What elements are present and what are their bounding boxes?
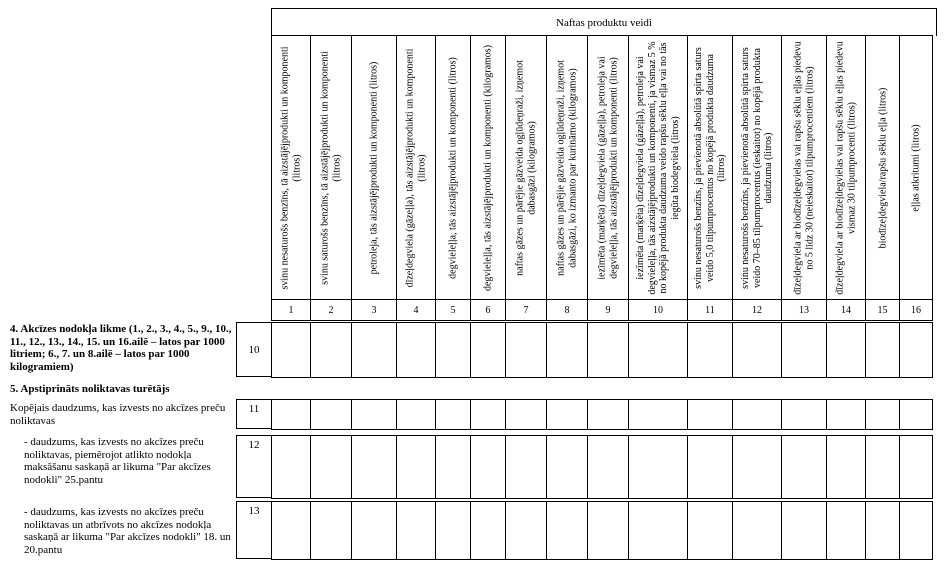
column-label: iezīmēta (marķēta) dīzeļdegviela (gāzeļļa), petroleja vai degvieleļļa, tās aizstājējprodukti un komponenti (litros) bbox=[596, 55, 619, 280]
column-label: dīzeļdegviela ar biodīzeļdegvielas vai rapšu sēklu eļļas piedevu no 5 līdz 30 (neieskaitot) tilpumprocentiem (litros) bbox=[792, 40, 815, 295]
input-cell[interactable] bbox=[900, 323, 933, 378]
row-10-label: 4. Akcīzes nodokļa likme (1., 2., 3., 4., 5., 9., 10., 11., 12., 13., 14., 15. un 16.ailē – latos par 1000 litriem; 6., 7. un 8.ailē – latos par 1000 kilogramiem) bbox=[10, 323, 232, 373]
input-cell[interactable] bbox=[311, 323, 352, 378]
column-number: 1 bbox=[272, 300, 311, 321]
input-cell[interactable] bbox=[733, 502, 782, 560]
input-cell[interactable] bbox=[397, 502, 436, 560]
column-header-1 bbox=[272, 36, 311, 300]
column-number: 3 bbox=[352, 300, 397, 321]
column-header-table bbox=[271, 35, 933, 321]
column-header-7 bbox=[506, 36, 547, 300]
input-cell[interactable] bbox=[827, 400, 866, 430]
input-cell[interactable] bbox=[311, 502, 352, 560]
column-header-14 bbox=[827, 36, 866, 300]
column-header-8 bbox=[547, 36, 588, 300]
column-label: naftas gāzes un pārējie gāzveida ogļūdeņraži, izņemot dabasgāzi (kilogramos) bbox=[514, 59, 537, 276]
input-cell[interactable] bbox=[506, 400, 547, 430]
column-header-16 bbox=[900, 36, 933, 300]
column-header-9 bbox=[588, 36, 629, 300]
row-12-number: 12 bbox=[236, 435, 271, 498]
input-cell[interactable] bbox=[782, 502, 827, 560]
column-header-15 bbox=[866, 36, 900, 300]
input-cell[interactable] bbox=[436, 502, 471, 560]
column-header-13 bbox=[782, 36, 827, 300]
input-cell[interactable] bbox=[629, 323, 688, 378]
input-cell[interactable] bbox=[782, 400, 827, 430]
column-number: 7 bbox=[506, 300, 547, 321]
input-cell[interactable] bbox=[782, 323, 827, 378]
row-13-label: - daudzums, kas izvests no akcīzes preču noliktavas un atbrīvots no akcīzes nodokļa saskaņā ar likuma "Par akcīzes nodokli" 18. un 20.pantu bbox=[24, 506, 231, 556]
column-number: 14 bbox=[827, 300, 866, 321]
input-cell[interactable] bbox=[397, 436, 436, 499]
row-10-number: 10 bbox=[236, 322, 271, 377]
column-number: 11 bbox=[688, 300, 733, 321]
column-number: 15 bbox=[866, 300, 900, 321]
input-cell[interactable] bbox=[866, 502, 900, 560]
column-label: degvieleļļa, tās aizstājējprodukti un komponenti (kilogramos) bbox=[482, 44, 494, 291]
column-number: 12 bbox=[733, 300, 782, 321]
column-label: petroleja, tās aizstājējprodukti un komponenti (litros) bbox=[368, 61, 380, 274]
column-number: 4 bbox=[397, 300, 436, 321]
input-cell[interactable] bbox=[733, 436, 782, 499]
row-11-cells bbox=[271, 399, 933, 430]
input-cell[interactable] bbox=[272, 436, 311, 499]
input-cell[interactable] bbox=[866, 400, 900, 430]
input-cell[interactable] bbox=[588, 436, 629, 499]
column-number: 13 bbox=[782, 300, 827, 321]
input-cell[interactable] bbox=[866, 436, 900, 499]
column-label: naftas gāzes un pārējie gāzveida ogļūdeņraži, izņemot dabasgāzi, ko izmanto par kurināmo (kilogramos) bbox=[555, 59, 578, 276]
input-cell[interactable] bbox=[506, 502, 547, 560]
input-cell[interactable] bbox=[311, 400, 352, 430]
input-cell[interactable] bbox=[352, 323, 397, 378]
section-5-heading: 5. Apstiprināts noliktavas turētājs bbox=[10, 383, 170, 395]
input-cell[interactable] bbox=[352, 436, 397, 499]
column-header-3 bbox=[352, 36, 397, 300]
column-label: dīzeļdegviela ar biodīzeļdegvielas vai rapšu sēklu eļļas piedevu vismaz 30 tilpumprocenti (litros) bbox=[834, 40, 857, 295]
input-cell[interactable] bbox=[547, 400, 588, 430]
column-label: svinu saturošs benzīns, tā aizstājējprodukti un komponenti (litros) bbox=[319, 50, 342, 285]
column-header-11 bbox=[688, 36, 733, 300]
input-cell[interactable] bbox=[272, 323, 311, 378]
row-11-number: 11 bbox=[236, 399, 271, 429]
column-label: iezīmēta (marķēta) dīzeļdegviela (gāzeļļa), petroleja vai degvieleļļa, tās aizstājējprodukti un komponenti, ja vismaz 5 % no kopējā produkta daudzuma veido rapšu sēklu eļļa vai no tās iegūta biodegviela (litros) bbox=[635, 40, 681, 295]
input-cell[interactable] bbox=[629, 502, 688, 560]
column-number: 8 bbox=[547, 300, 588, 321]
row-13-number: 13 bbox=[236, 501, 271, 559]
input-cell[interactable] bbox=[688, 323, 733, 378]
header-title: Naftas produktu veidi bbox=[556, 16, 652, 29]
input-cell[interactable] bbox=[782, 436, 827, 499]
input-cell[interactable] bbox=[733, 323, 782, 378]
input-cell[interactable] bbox=[688, 502, 733, 560]
input-cell[interactable] bbox=[547, 502, 588, 560]
input-cell[interactable] bbox=[311, 436, 352, 499]
input-cell[interactable] bbox=[471, 400, 506, 430]
column-header-12 bbox=[733, 36, 782, 300]
column-number: 10 bbox=[629, 300, 688, 321]
column-label: eļļas atkritumi (litros) bbox=[910, 123, 922, 212]
column-label: svinu nesaturošs benzīns, ja pievienotā absolūtā spirta saturs veido 70–85 tilpumprocentus (ieskaitot) no kopējā produkta daudzuma (litros) bbox=[739, 46, 774, 289]
input-cell[interactable] bbox=[827, 436, 866, 499]
column-label: dīzeļdegviela (gāzeļļa), tās aizstājējprodukti un komponenti (litros) bbox=[404, 48, 427, 287]
input-cell[interactable] bbox=[272, 400, 311, 430]
input-cell[interactable] bbox=[352, 400, 397, 430]
input-cell[interactable] bbox=[272, 502, 311, 560]
product-types-header bbox=[271, 8, 937, 36]
input-cell[interactable] bbox=[866, 323, 900, 378]
input-cell[interactable] bbox=[827, 323, 866, 378]
column-number: 16 bbox=[900, 300, 933, 321]
input-cell[interactable] bbox=[436, 323, 471, 378]
input-cell[interactable] bbox=[688, 400, 733, 430]
column-label-row bbox=[272, 36, 933, 300]
input-cell[interactable] bbox=[900, 436, 933, 499]
input-cell[interactable] bbox=[471, 323, 506, 378]
input-cell[interactable] bbox=[733, 400, 782, 430]
column-header-5 bbox=[436, 36, 471, 300]
input-cell[interactable] bbox=[900, 400, 933, 430]
column-label: degvieleļļa, tās aizstājējprodukti un komponenti (litros) bbox=[447, 56, 459, 279]
row-13-cells bbox=[271, 501, 933, 560]
column-label: svinu nesaturošs benzīns, tā aizstājējprodukti un komponenti (litros) bbox=[279, 46, 302, 290]
input-cell[interactable] bbox=[588, 400, 629, 430]
input-cell[interactable] bbox=[506, 436, 547, 499]
column-number: 9 bbox=[588, 300, 629, 321]
column-number: 5 bbox=[436, 300, 471, 321]
input-cell[interactable] bbox=[629, 400, 688, 430]
input-cell[interactable] bbox=[506, 323, 547, 378]
column-label: biodīzeļdegviela/rapšu sēklu eļļa (litros) bbox=[876, 87, 888, 248]
input-cell[interactable] bbox=[397, 323, 436, 378]
input-cell[interactable] bbox=[471, 502, 506, 560]
input-cell[interactable] bbox=[827, 502, 866, 560]
column-header-10 bbox=[629, 36, 688, 300]
input-cell[interactable] bbox=[397, 400, 436, 430]
column-header-2 bbox=[311, 36, 352, 300]
column-header-4 bbox=[397, 36, 436, 300]
row-12-cells bbox=[271, 435, 933, 499]
column-number: 2 bbox=[311, 300, 352, 321]
input-cell[interactable] bbox=[588, 502, 629, 560]
input-cell[interactable] bbox=[436, 436, 471, 499]
column-label: svinu nesaturošs benzīns, ja pievienotā absolūtā spirta saturs veido 5,0 tilpumprocentus no kopējā produkta daudzuma (litros) bbox=[692, 46, 727, 289]
input-cell[interactable] bbox=[588, 323, 629, 378]
input-cell[interactable] bbox=[436, 400, 471, 430]
input-cell[interactable] bbox=[900, 502, 933, 560]
column-number-row bbox=[272, 300, 933, 321]
row-10-cells bbox=[271, 322, 933, 378]
input-cell[interactable] bbox=[352, 502, 397, 560]
column-header-6 bbox=[471, 36, 506, 300]
column-number: 6 bbox=[471, 300, 506, 321]
input-cell[interactable] bbox=[629, 436, 688, 499]
row-12-label: - daudzums, kas izvests no akcīzes preču noliktavas, piemērojot atlikto nodokļa maksāšanu saskaņā ar likuma "Par akcīzes nodokli" 25.pantu bbox=[24, 436, 211, 486]
input-cell[interactable] bbox=[547, 436, 588, 499]
input-cell[interactable] bbox=[471, 436, 506, 499]
input-cell[interactable] bbox=[688, 436, 733, 499]
input-cell[interactable] bbox=[547, 323, 588, 378]
row-11-label: Kopējais daudzums, kas izvests no akcīzes preču noliktavas bbox=[10, 402, 226, 427]
